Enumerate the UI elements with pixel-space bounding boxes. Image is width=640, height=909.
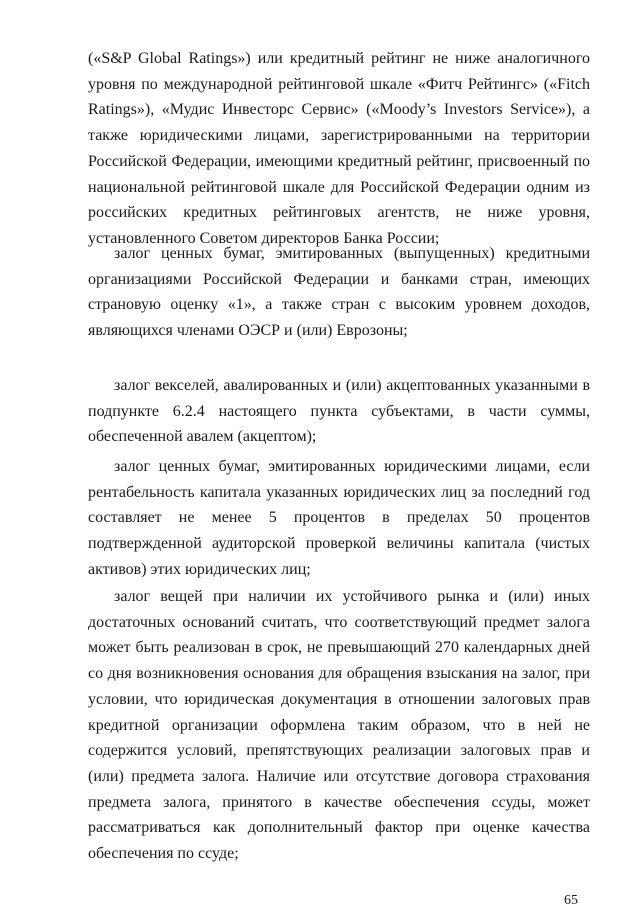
paragraph-bills-pledge: залог векселей, авалированных и (или) акцептованных указанными в подпункте 6.2.4 настоящего пункта субъектами, в части суммы, обеспеченной авалем (акцептом); <box>88 377 590 446</box>
paragraph-corporate-securities-pledge: залог ценных бумаг, эмитированных юридическими лицами, если рентабельность капитала указанных юридических лиц за последний год составляет не менее 5 процентов в пределах 50 процентов подтвержденной аудиторской проверкой величины капитала (чистых активов) этих юридических лиц; <box>88 458 590 578</box>
page-number: 65 <box>564 893 578 908</box>
paragraph-securities-pledge: залог ценных бумаг, эмитированных (выпущенных) кредитными организациями Российской Федерации и банками стран, имеющих страновую оценку «1», а также стран с высоким уровнем доходов, являющихся членами ОЭСР и (или) Еврозоны; <box>88 245 590 340</box>
paragraph-continuation: («S&P Global Ratings») или кредитный рейтинг не ниже аналогичного уровня по международной рейтинговой шкале «Фитч Рейтингс» («Fitch Ratings»), «Мудис Инвесторс Сервис» («Moody’s Investors Service»), а также юридическими лицами, зарегистрированными на территории Российской Федерации, имеющими кредитный рейтинг, присвоенный по национальной рейтинговой шкале для Российской Федерации одним из российских кредитных рейтинговых агентств, не ниже уровня, установленного Советом директоров Банка России; <box>88 50 590 247</box>
paragraph-goods-pledge: залог вещей при наличии их устойчивого рынка и (или) иных достаточных оснований считать, что соответствующий предмет залога может быть реализован в срок, не превышающий 270 календарных дней со дня возникновения основания для обращения взыскания на залог, при условии, что юридическая документация в отношении залоговых прав кредитной организации оформлена таким образом, что в ней не содержится условий, препятствующих реализации залоговых прав и (или) предмета залога. Наличие или отсутствие договора страхования предмета залога, принятого в качестве обеспечения ссуды, может рассматриваться как дополнительный фактор при оценке качества обеспечения по ссуде; <box>88 588 590 863</box>
